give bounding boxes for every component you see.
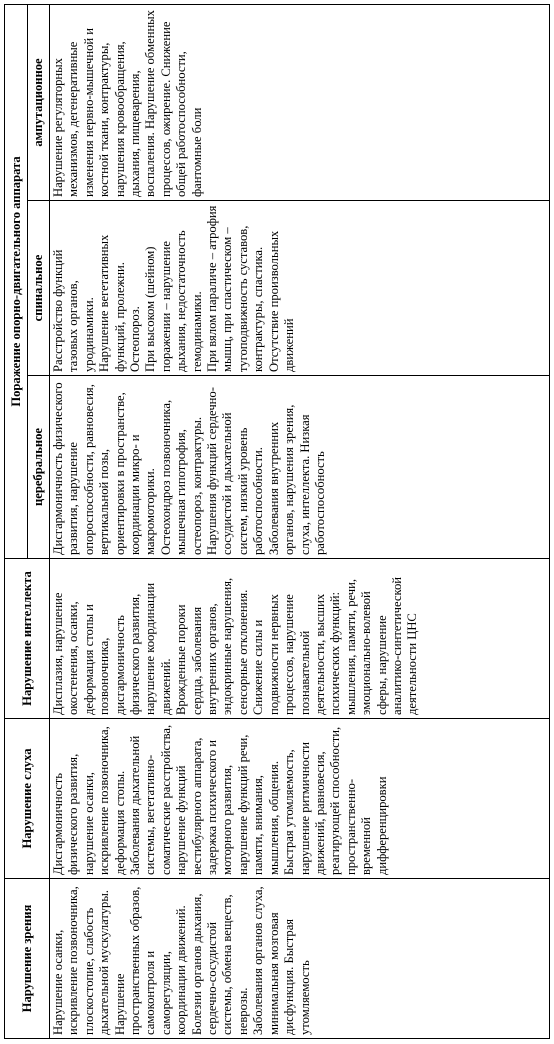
header-amputation: ампутационное [27, 4, 50, 200]
cell-paragraph: Дисгармоничность физического развития, нарушение опороспособности, равновесия, вертикальной позы, ориентировки в пространстве, координации микро- и макромоторики. [51, 382, 158, 555]
cell-cerebral [50, 376, 550, 559]
cell-paragraph: Дисгармоничность физического развития, нарушение осанки, искривление позвоночника, деформация стопы. [51, 726, 127, 875]
cell-paragraph: Нарушения функций сердечно-сосудистой и дыхательной систем, низкий уровень работоспособности. [205, 387, 266, 555]
cell-paragraph: Нарушение осанки, искривление позвоночника, плоскостопие, слабость дыхательной мускулатуры. [51, 886, 112, 1035]
cell-paragraph: При высоком (шейном) поражении – нарушение дыхания, недостаточность гемодинамики. [143, 230, 204, 372]
header-vision: Нарушение зрения [5, 879, 50, 1039]
cell-paragraph: Нарушение вегетативных функций, пролежни. Остеопороз. [97, 234, 143, 372]
header-intellect: Нарушение интеллекта [5, 559, 50, 719]
cell-paragraph: Нарушение пространственных образов, самоконтроля и саморегуляции, координации движений. Болезни органов дыхания, сердечно-сосудистой системы, обмена веществ, неврозы. [112, 886, 250, 1035]
header-hearing: Нарушение слуха [5, 719, 50, 879]
cell-paragraph: Остеохондроз позвоночника, мышечная гипотрофия, остеопороз, контрактуры. [158, 399, 204, 555]
disorders-table [4, 4, 550, 1039]
cell-paragraph: Врожденные пороки сердца, заболевания внутренних органов, эндокринные нарушения, сенсорные отклонения. [174, 577, 250, 715]
cell-intellect [50, 559, 550, 719]
cell-paragraph: Заболевания дыхательной системы, вегетативно-соматические расстройства, нарушение функций вестибулярного аппарата, задержка психического и моторного развития, нарушение функций речи, памяти, внимания, мышления, общения. Быстрая утомляемость, нарушение ритмичности движений, равновесия, реагирующей способности, пространственно-временной дифференцировки [128, 724, 389, 875]
cell-paragraph: Дисплазия, нарушение окостенения, осанки, деформация стопы и позвоночника, дисгармоничность физического развития, нарушение координации движений. [51, 582, 173, 715]
cell-paragraph: При вялом параличе – атрофия мышц, при спастическом – тугоподвижность суставов, контрактуры, спастика. [205, 205, 266, 372]
cell-paragraph: Нарушение регуляторных механизмов, дегенеративные изменения нервно-мышечной и костной ткани, контрактуры, нарушения кровообращения, дыхания, пищеварения, воспаления. Нарушение обменных процессов, ожирение. Снижение общей работоспособности, фантомные боли [51, 10, 204, 197]
header-cerebral: церебральное [27, 376, 50, 559]
cell-paragraph: Расстройство функций тазовых органов, уродинамики. [51, 249, 96, 372]
cell-paragraph: Заболевания органов слуха, минимальная мозговая дисфункция. Быстрая утомляемость [251, 886, 312, 1035]
cell-spinal [50, 201, 550, 376]
cell-paragraph: Снижение силы и подвижности нервных процессов, нарушение познавательной деятельности, высших психических функций: мышления, памяти, речи, эмоционально-волевой сферы, нарушение аналитико-синтетической деятельности ЦНС [251, 576, 420, 715]
cell-amputation [50, 4, 550, 200]
header-locomotor: Поражение опорно-двигательного аппарата [5, 4, 28, 558]
cell-vision [50, 879, 550, 1039]
cell-hearing [50, 719, 550, 879]
cell-paragraph: Заболевания внутренних органов, нарушения зрения, слуха, интеллекта. Низкая работоспособность [266, 404, 327, 555]
cell-paragraph: Отсутствие произвольных движений [266, 230, 297, 372]
header-spinal: спинальное [27, 201, 50, 376]
